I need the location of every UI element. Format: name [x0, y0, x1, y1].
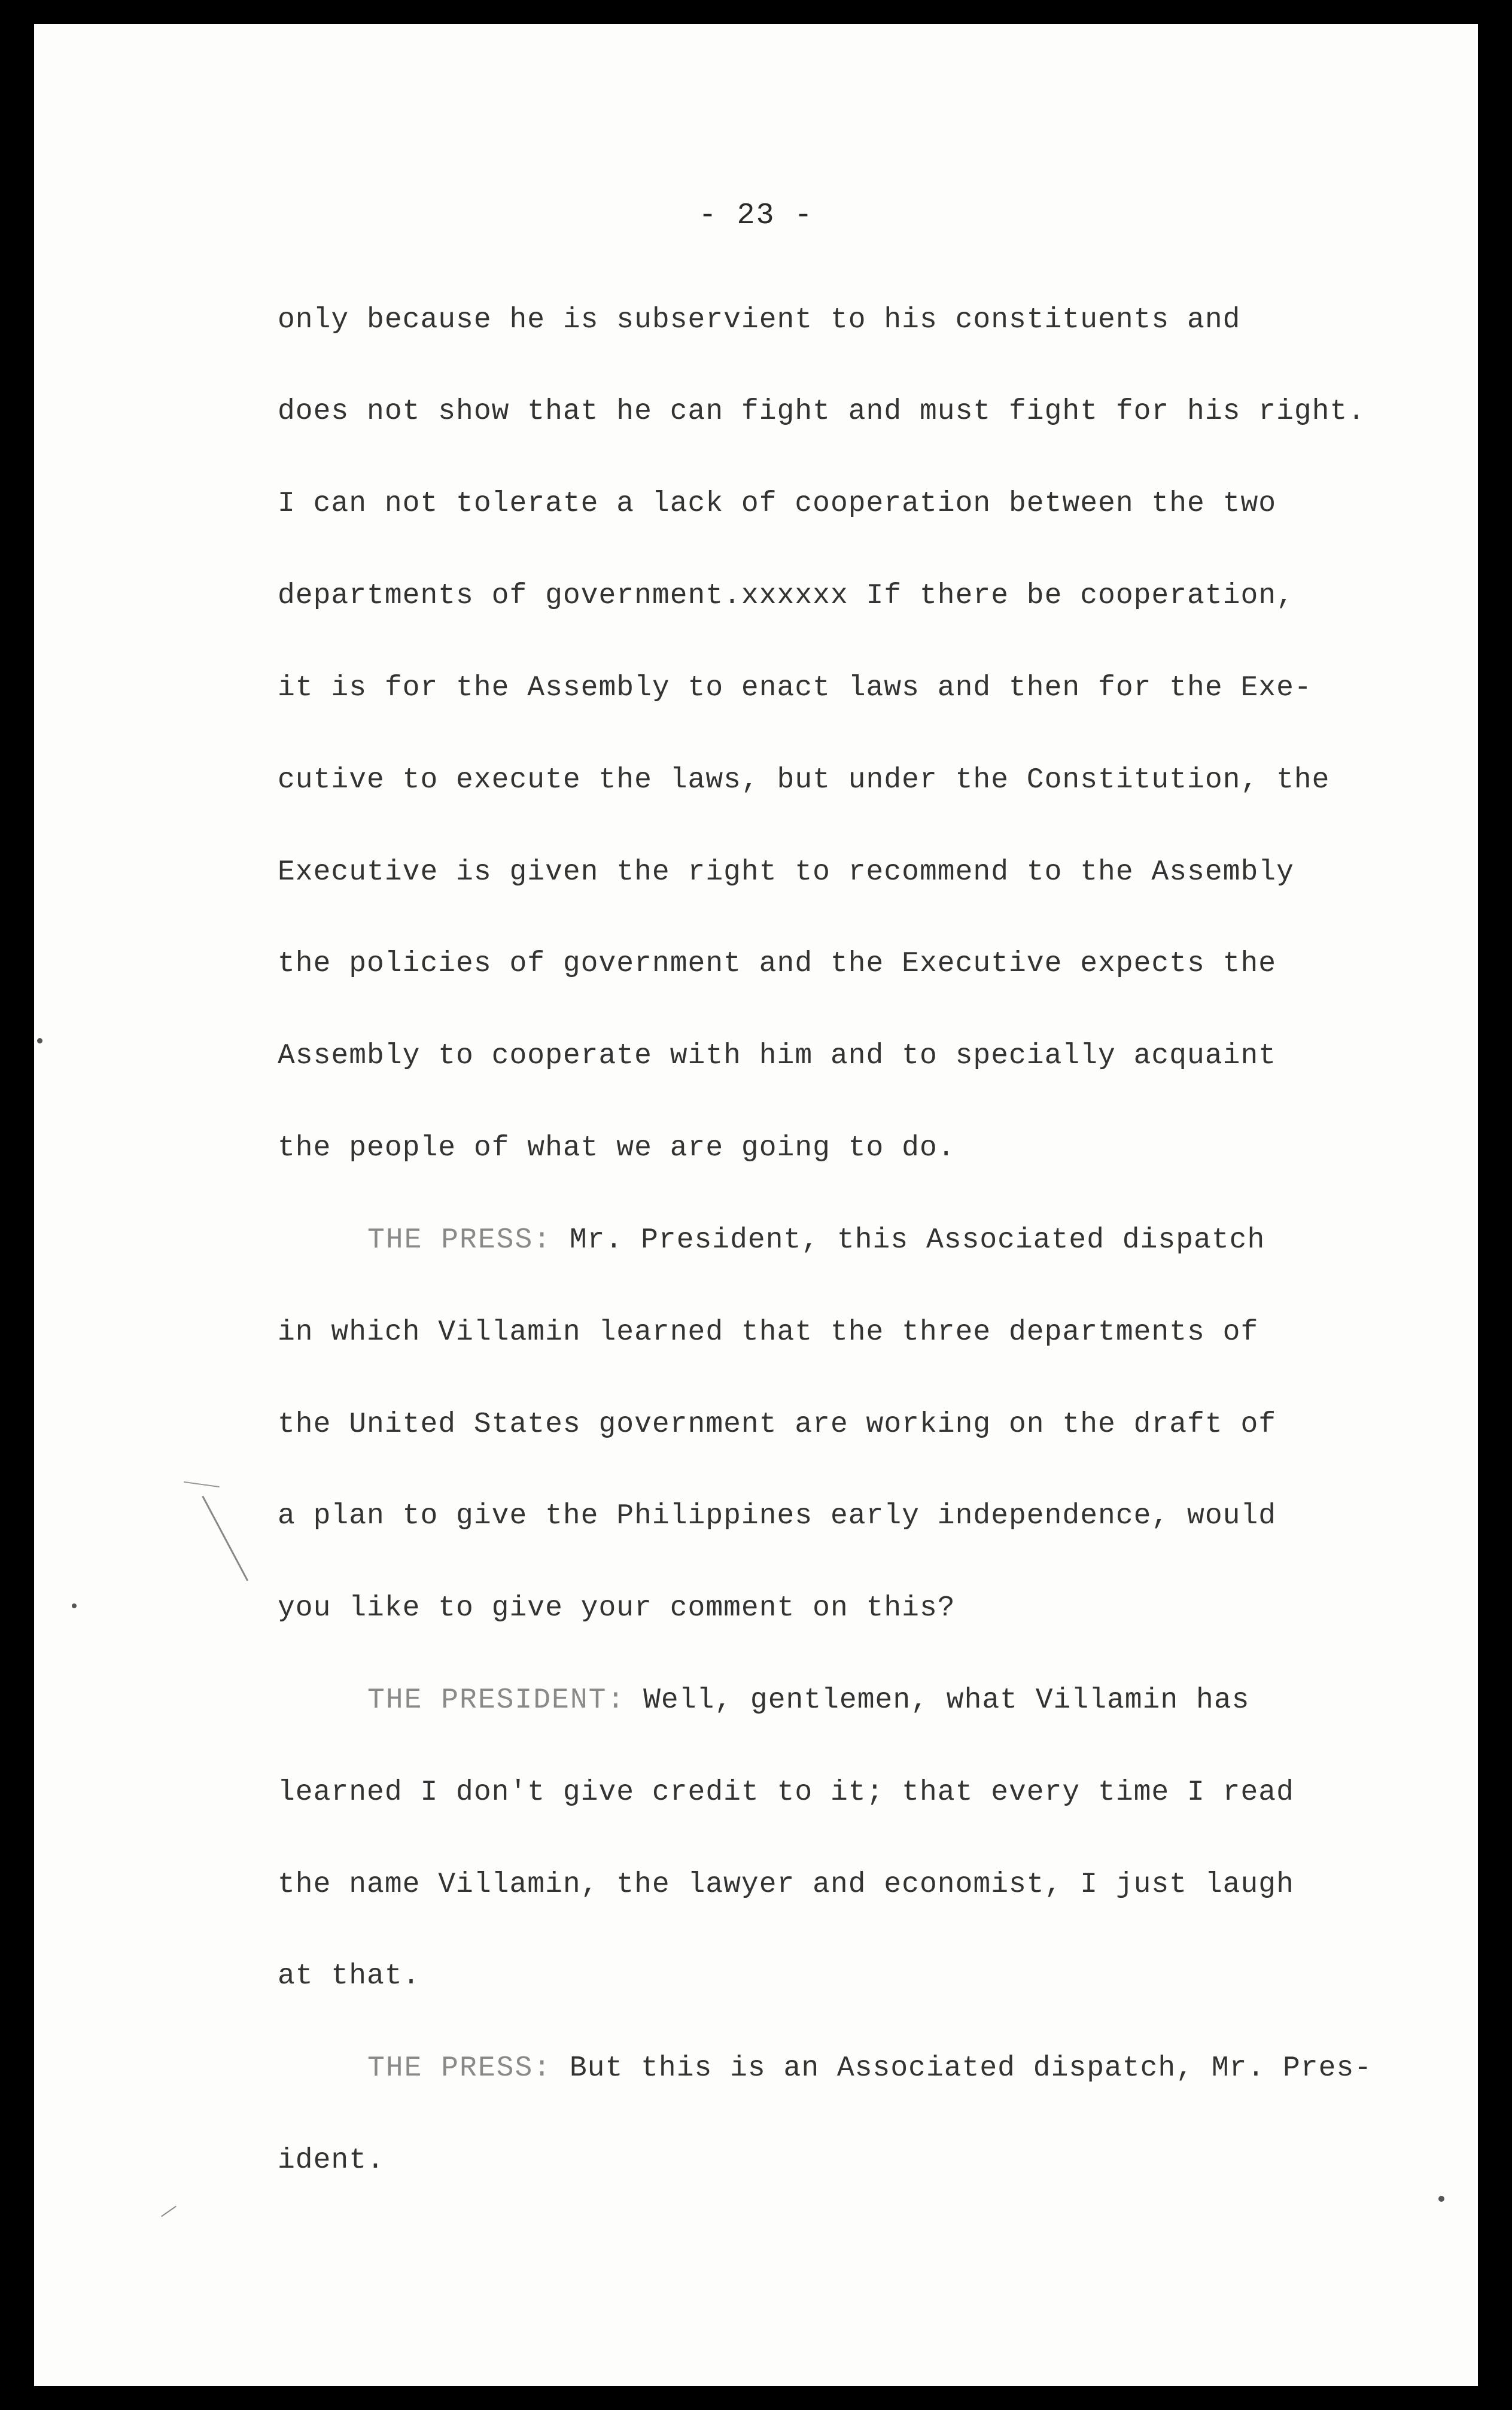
speech-text: But this is an Associated dispatch, Mr. Pres- [569, 2052, 1373, 2085]
text-line: the policies of government and the Executive expects the [278, 948, 1277, 980]
text-line: the people of what we are going to do. [278, 1132, 956, 1164]
text-line: Assembly to cooperate with him and to specially acquaint [278, 1040, 1277, 1072]
text-line: departments of government.xxxxxx If there be cooperation, [278, 580, 1294, 612]
text-line: you like to give your comment on this? [278, 1592, 956, 1624]
speaker-label: THE PRESS: [367, 2052, 552, 2085]
text-line: it is for the Assembly to enact laws and then for the Exe- [278, 672, 1312, 704]
text-line: I can not tolerate a lack of cooperation between the two [278, 488, 1277, 520]
speech-text: Mr. President, this Associated dispatch [569, 1224, 1265, 1256]
text-line: Executive is given the right to recommend to the Assembly [278, 856, 1294, 888]
speech-line [367, 2050, 1372, 2086]
text-line: a plan to give the Philippines early independence, would [278, 1500, 1277, 1532]
speaker-label: THE PRESIDENT: [367, 1684, 626, 1717]
margin-stroke [202, 1496, 248, 1581]
speech-line [367, 1222, 1265, 1258]
margin-stroke [161, 2206, 177, 2217]
speech-text: Well, gentlemen, what Villamin has [643, 1684, 1250, 1717]
text-line: learned I don't give credit to it; that every time I read [278, 1776, 1294, 1809]
margin-stroke [184, 1481, 220, 1487]
text-line: ident. [278, 2144, 385, 2177]
text-line: in which Villamin learned that the three departments of [278, 1316, 1259, 1349]
speech-line [367, 1682, 1249, 1718]
margin-speck [37, 1038, 42, 1043]
text-line: cutive to execute the laws, but under the Constitution, the [278, 764, 1330, 796]
text-line: only because he is subservient to his constituents and [278, 304, 1241, 336]
text-line: at that. [278, 1960, 421, 1992]
margin-speck [1438, 2196, 1444, 2202]
text-line: does not show that he can fight and must fight for his right. [278, 395, 1366, 428]
document-page [34, 24, 1478, 2386]
margin-speck [72, 1603, 77, 1608]
text-line: the name Villamin, the lawyer and economist, I just laugh [278, 1869, 1294, 1901]
speaker-label: THE PRESS: [367, 1224, 552, 1256]
page-number: - 23 - [698, 199, 814, 233]
text-line: the United States government are working on the draft of [278, 1408, 1277, 1441]
